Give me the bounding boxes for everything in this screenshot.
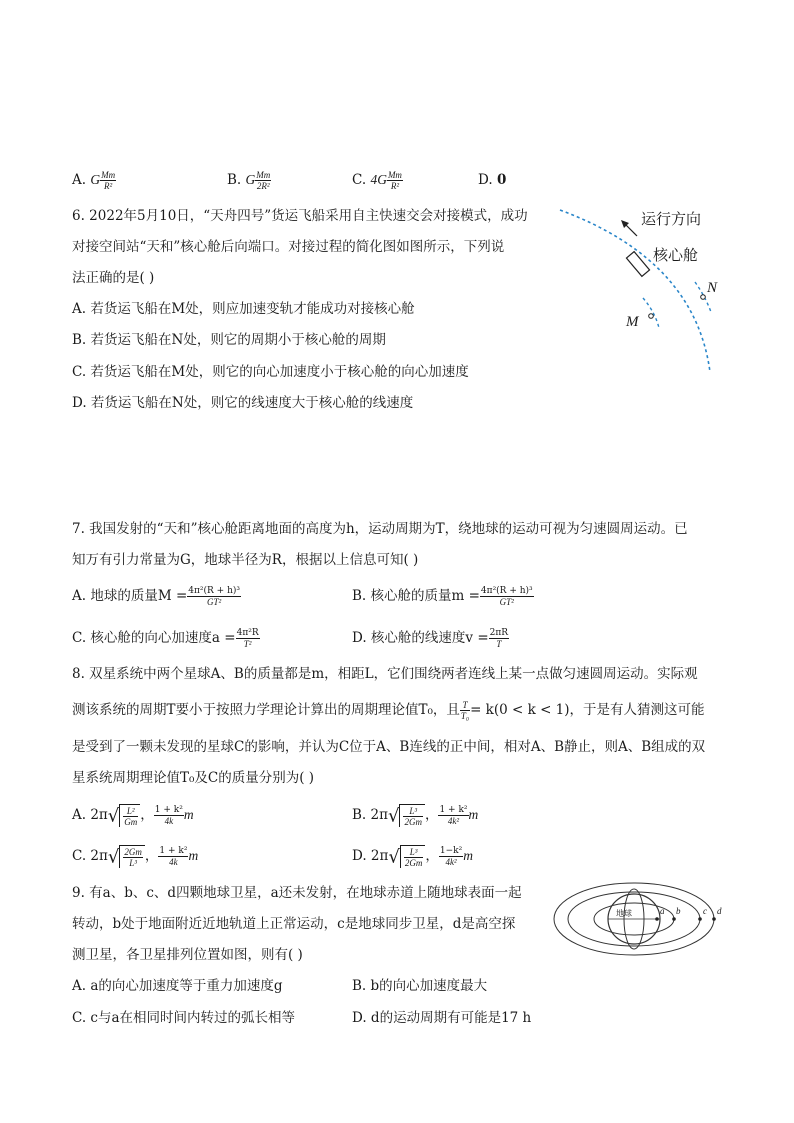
q9-option-b: B. b的向心加速度最大 — [352, 978, 488, 994]
direction-arrow — [625, 224, 637, 236]
q8-stem-line1: 8. 双星系统中两个星球A、B的质量都是m，相距L，它们围绕两者连线上某一点做匀速圆周运动。实际观 — [72, 666, 698, 682]
q5-option-d: D. 0 — [478, 172, 507, 188]
satellite-c-label: c — [703, 906, 707, 916]
satellite-a-dot — [655, 917, 659, 921]
q7-option-b: B. 核心舱的质量m = $\frac{\text{4π²(R + h)³}}{\text{GT²}}$ — [352, 586, 533, 607]
q7-stem-line1: 7. 我国发射的“天和”核心舱距离地面的高度为h，运动周期为T，绕地球的运动可视为匀速圆周运动。已 — [72, 521, 688, 537]
q9-option-c: C. c与a在相同时间内转过的弧长相等 — [72, 1010, 296, 1026]
q8-stem-line2: 测该系统的周期T要小于按照力学理论计算出的周期理论值T₀，且 $\frac{T}{\text{T₀}}$ = k(0 < k < 1)，于是有人猜测这可能 — [72, 700, 705, 721]
satellite-c-dot — [698, 917, 702, 921]
q6-option-d: D. 若货运飞船在N处，则它的线速度大于核心舱的线速度 — [72, 395, 414, 411]
q7-option-c: C. 核心舱的向心加速度a = $\frac{\text{4π²R}}{\text{T²}}$ — [72, 628, 259, 649]
q6-stem-line1: 6. 2022年5月10日，“天舟四号”货运飞船采用自主快速交会对接模式，成功 — [72, 208, 528, 224]
core-module-icon — [626, 252, 649, 277]
point-m-dot — [649, 314, 654, 319]
q7-option-a: A. 地球的质量M = $\frac{\text{4π²(R + h)³}}{\text{GT²}}$ — [72, 586, 240, 607]
q6-option-b: B. 若货运飞船在N处，则它的周期小于核心舱的周期 — [72, 332, 386, 348]
q8-option-c: C. 2π√ $\frac{2Gm}{\text{L³}}$ ， $\frac{\text{1 + k²}}{4k}$ m — [72, 846, 199, 868]
q6-option-c: C. 若货运飞船在M处，则它的向心加速度小于核心舱的向心加速度 — [72, 364, 469, 380]
inner-orbit-arc — [643, 298, 659, 328]
point-m-label: M — [626, 314, 639, 330]
q9-stem-line2: 转动，b处于地面附近近地轨道上正常运动，c是地球同步卫星，d是高空探 — [72, 916, 516, 932]
q9-satellite-figure — [550, 880, 725, 960]
satellite-a-label: a — [660, 906, 665, 916]
earth-label: 地球 — [616, 909, 632, 918]
q6-option-a: A. 若货运飞船在M处，则应加速变轨才能成功对接核心舱 — [72, 301, 415, 317]
point-n-dot — [701, 295, 706, 300]
q9-option-d: D. d的运动周期有可能是17 h — [352, 1010, 532, 1026]
q8-option-b: B. 2π√ $\frac{\text{L³}}{2Gm}$ ， $\frac{\text{1 + k²}}{\text{4k²}}$ m — [352, 805, 479, 827]
q5-option-c: C. 4G $\frac{Mm}{\text{R²}}$ — [352, 170, 402, 191]
q7-option-d: D. 核心舱的线速度v = $\frac{2\pi R}{T}$ — [352, 628, 509, 649]
core-module-label: 核心舱 — [653, 246, 699, 264]
satellite-d-dot — [712, 917, 716, 921]
q6-stem-line2: 对接空间站“天和”核心舱后向端口。对接过程的简化图如图所示，下列说 — [72, 239, 505, 255]
satellite-b-label: b — [676, 906, 681, 916]
direction-label: 运行方向 — [641, 210, 702, 228]
q9-stem-line3: 测卫星，各卫星排列位置如图，则有( ) — [72, 947, 303, 963]
q8-stem-line4: 星系统周期理论值T₀及C的质量分别为( ) — [72, 770, 315, 786]
q9-stem-line1: 9. 有a、b、c、d四颗地球卫星，a还未发射，在地球赤道上随地球表面一起 — [72, 885, 522, 901]
q7-stem-line2: 知万有引力常量为G，地球半径为R，根据以上信息可知( ) — [72, 552, 419, 568]
q6-stem-line3: 法正确的是( ) — [72, 270, 155, 286]
q8-option-d: D. 2π√ $\frac{\text{L³}}{2Gm}$ ， $\frac{\text{1−k²}}{\text{4k²}}$ m — [352, 846, 473, 868]
satellite-d-label: d — [717, 906, 722, 916]
point-n-label: N — [707, 280, 718, 296]
q9-option-a: A. a的向心加速度等于重力加速度g — [72, 978, 283, 994]
q8-stem-line3: 是受到了一颗未发现的星球C的影响，并认为C位于A、B连线的正中间，相对A、B静止，则A、B组成的双 — [72, 739, 706, 755]
satellite-b-dot — [672, 917, 676, 921]
q8-option-a: A. 2π√ $\frac{\text{L²}}{Gm}$ ， $\frac{\text{1 + k²}}{4k}$ m — [72, 805, 194, 827]
q5-option-a: A. G $\frac{Mm}{\text{R²}}$ — [72, 170, 116, 191]
q5-option-b: B. G $\frac{Mm}{\text{2R²}}$ — [227, 170, 271, 191]
